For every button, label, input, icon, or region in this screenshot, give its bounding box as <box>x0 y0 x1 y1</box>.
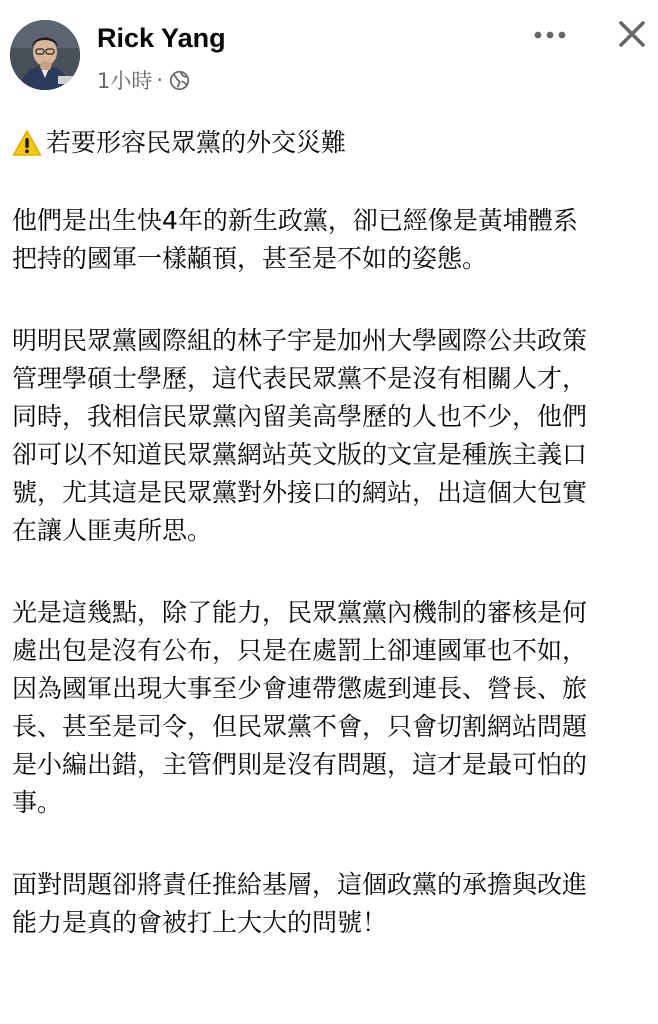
text-line: 管理學碩士學歷，這代表民眾黨不是沒有相關人才， <box>12 364 588 393</box>
text-line: 因為國軍出現大事至少會連帶懲處到連長、營長、旅 <box>12 674 588 703</box>
meta-separator: · <box>156 68 164 92</box>
post-header <box>0 0 658 110</box>
text-line: 把持的國軍一樣顢頇，甚至是不如的姿態。 <box>12 244 488 273</box>
globe-icon[interactable] <box>169 70 190 91</box>
post-meta <box>97 64 190 96</box>
text-line: 光是這幾點，除了能力，民眾黨黨內機制的審核是何 <box>12 598 588 627</box>
post-paragraph <box>12 322 648 550</box>
text-line: 在讓人匪夷所思。 <box>12 516 213 545</box>
text-line: 事。 <box>12 788 63 817</box>
close-icon <box>618 20 646 48</box>
text-line: 明明民眾黨國際組的林子宇是加州大學國際公共政策 <box>12 326 588 355</box>
text-line: 處出包是沒有公布，只是在處罰上卻連國軍也不如， <box>12 636 588 665</box>
headline-text: 若要形容民眾黨的外交災難 <box>46 128 347 157</box>
avatar[interactable] <box>10 20 80 90</box>
text-line: 是小編出錯，主管們則是沒有問題，這才是最可怕的 <box>12 750 588 779</box>
post-paragraph <box>12 594 648 822</box>
text-line: 能力是真的會被打上大大的問號！ <box>12 908 388 937</box>
post-time[interactable]: 1小時 <box>97 69 153 93</box>
post-paragraph <box>12 866 648 942</box>
text-line: 長、甚至是司令，但民眾黨不會，只會切割網站問題 <box>12 712 588 741</box>
post-headline <box>12 124 648 162</box>
avatar-image <box>10 20 80 90</box>
text-line: 面對問題卻將責任推給基層，這個政黨的承擔與改進 <box>12 870 588 899</box>
ellipsis-icon <box>533 30 567 40</box>
more-options-button[interactable] <box>527 20 573 50</box>
post-paragraph <box>12 202 648 278</box>
close-button[interactable] <box>612 14 652 54</box>
warning-icon <box>12 129 42 157</box>
text-line: 同時，我相信民眾黨內留美高學歷的人也不少，他們 <box>12 402 588 431</box>
author-name[interactable]: Rick Yang <box>97 23 226 53</box>
text-line: 他們是出生快4年的新生政黨，卻已經像是黃埔體系 <box>12 206 578 235</box>
text-line: 號，尤其這是民眾黨對外接口的網站，出這個大包實 <box>12 478 588 507</box>
text-line: 卻可以不知道民眾黨網站英文版的文宣是種族主義口 <box>12 440 588 469</box>
post-body <box>12 124 648 986</box>
